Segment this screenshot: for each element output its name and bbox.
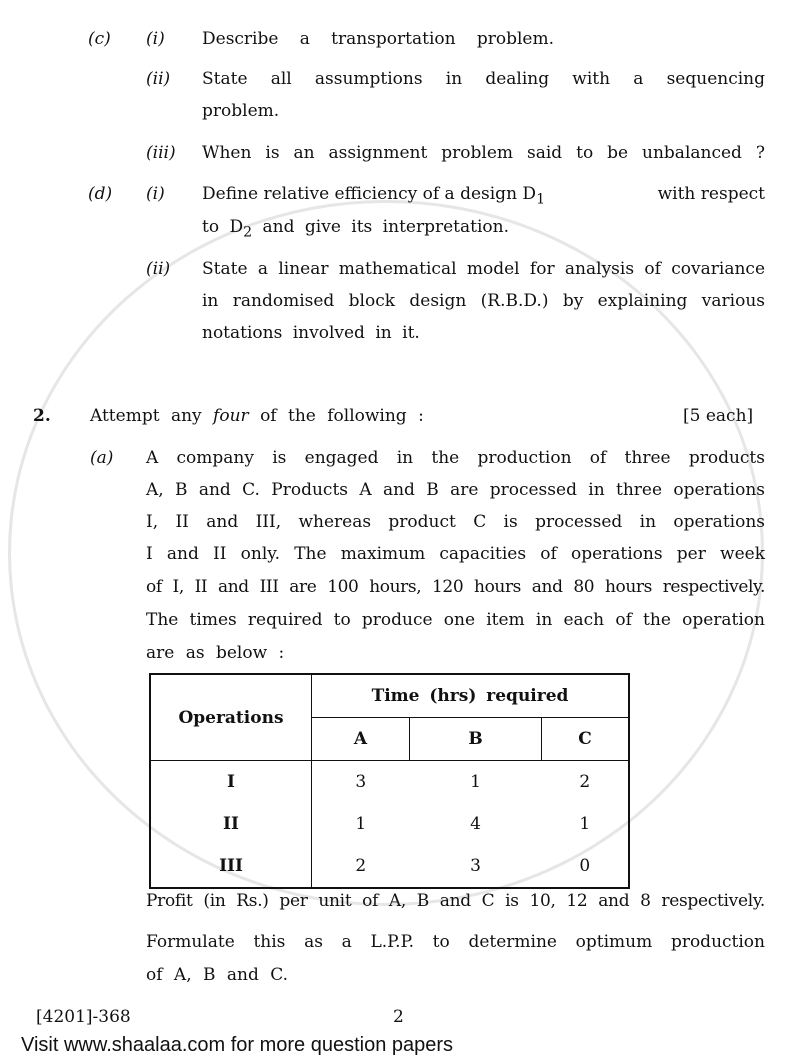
q1d-ii-line2: in randomised block design (R.B.D.) by explaining various bbox=[202, 291, 765, 311]
cell: 0 bbox=[579, 856, 591, 876]
col-header-time: Time (hrs) required bbox=[312, 674, 630, 718]
q2a-label: (a) bbox=[90, 448, 114, 468]
q2a-profit: Profit (in Rs.) per unit of A, B and C is 10, 12 and 8 respectively. bbox=[146, 891, 765, 911]
cell: 2 bbox=[355, 856, 367, 876]
table-row bbox=[150, 761, 629, 804]
row-op: III bbox=[150, 845, 312, 888]
q1c-iii-num: (iii) bbox=[146, 143, 176, 163]
q1d-i-num: (i) bbox=[146, 184, 165, 204]
q1d-label: (d) bbox=[88, 184, 113, 204]
q1c-ii-num: (ii) bbox=[146, 69, 171, 89]
row-op: I bbox=[150, 761, 312, 804]
q2a-formulate: Formulate this as a L.P.P. to determine optimum production bbox=[146, 932, 765, 952]
q2a-line: I and II only. The maximum capacities of operations per week bbox=[146, 544, 765, 564]
q1d-i-text-b: with respect bbox=[657, 184, 765, 204]
page-number: 2 bbox=[393, 1007, 404, 1027]
q1c-iii-text: When is an assignment problem said to be unbalanced ? bbox=[202, 143, 765, 163]
q2a-line: are as below : bbox=[146, 643, 285, 663]
row-op: II bbox=[150, 803, 312, 845]
q1d-ii-line1: State a linear mathematical model for analysis of covariance bbox=[202, 259, 765, 279]
q2a-line: A, B and C. Products A and B are processed in three operations bbox=[146, 480, 765, 500]
table-row bbox=[150, 803, 629, 845]
q1c-ii-text2: problem. bbox=[202, 101, 280, 121]
cell: 1 bbox=[579, 814, 591, 834]
q2-intro: Attempt any four of the following : bbox=[90, 406, 424, 426]
q2-number: 2. bbox=[33, 406, 51, 426]
cell: 1 bbox=[470, 772, 481, 792]
q2a-line: of I, II and III are 100 hours, 120 hours and 80 hours respectively. bbox=[146, 577, 765, 597]
q2-marks: [5 each] bbox=[683, 406, 754, 426]
q2a-line: I, II and III, whereas product C is processed in operations bbox=[146, 512, 765, 532]
cell: 3 bbox=[355, 772, 367, 792]
q2a-line: A company is engaged in the production of three products bbox=[146, 448, 765, 468]
site-banner[interactable]: Visit www.shaalaa.com for more question papers bbox=[21, 1034, 454, 1056]
q1c-ii-text: State all assumptions in dealing with a sequencing bbox=[202, 69, 765, 89]
col-header: C bbox=[542, 718, 630, 761]
cell: 4 bbox=[470, 814, 481, 834]
col-header-operations: Operations bbox=[150, 674, 312, 761]
cell: 3 bbox=[470, 856, 481, 876]
q1d-i-line1 bbox=[202, 183, 765, 210]
q2a-formulate2: of A, B and C. bbox=[146, 965, 289, 985]
table-row bbox=[150, 845, 629, 888]
col-header: A bbox=[312, 718, 410, 761]
col-header: B bbox=[410, 718, 542, 761]
cell: 2 bbox=[579, 772, 591, 792]
q1c-label: (c) bbox=[88, 29, 111, 49]
paper-code: [4201]-368 bbox=[36, 1007, 131, 1027]
q1d-i-text2: to $D_2$ and give its interpretation. bbox=[202, 217, 509, 241]
operations-table bbox=[149, 673, 630, 889]
q1c-i-text: Describe a transportation problem. bbox=[202, 29, 554, 49]
q1c-i-num: (i) bbox=[146, 29, 165, 49]
q1d-i-text: Define relative efficiency of a design $D_1$ bbox=[202, 184, 546, 208]
q1d-ii-line3: notations involved in it. bbox=[202, 323, 420, 343]
cell: 1 bbox=[355, 814, 367, 834]
q2a-line: The times required to produce one item in each of the operation bbox=[146, 610, 765, 630]
q1d-ii-num: (ii) bbox=[146, 259, 171, 279]
